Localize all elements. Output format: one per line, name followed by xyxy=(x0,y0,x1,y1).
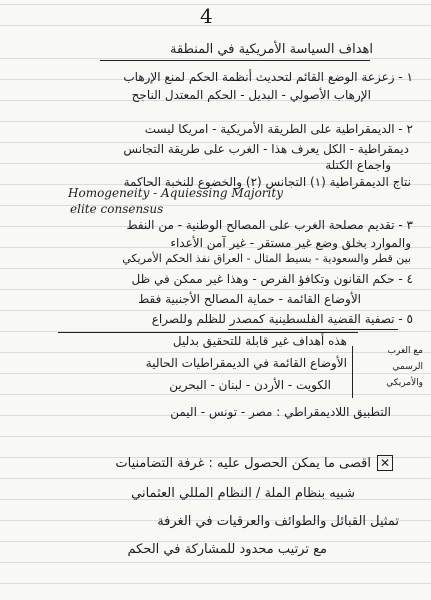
title-underline xyxy=(100,60,370,61)
item-2-latin-1: Homogeneity - Aquiessing Majority xyxy=(68,186,283,200)
item-2-line-2: ديمقراطية - الكل يعرف هذا - الغرب على طريقة التجانس xyxy=(123,142,409,156)
note-line-2: شبيه بنظام الملة / النظام المللي العثماني xyxy=(131,486,355,501)
note-line-3: تمثيل القبائل والطوائف والعرقيات في الغرفة xyxy=(157,514,399,529)
example-line-3: التطبيق اللاديمقراطي : مصر - تونس - اليمن xyxy=(170,405,391,419)
page-number: 4 xyxy=(200,4,213,28)
checkbox-x-icon: ✕ xyxy=(377,455,393,471)
conclusion-line: هذه أهداف غير قابلة للتحقيق بدليل xyxy=(172,334,347,348)
item-2-line-4: نتاج الديمقراطية (١) التجانس (٢) والخضوع للنخبة الحاكمة xyxy=(123,175,411,189)
note-line-4: مع ترتيب محدود للمشاركة في الحكم xyxy=(127,542,327,557)
item-2-latin-2: elite consensus xyxy=(70,202,164,216)
example-line-2: الكويت - الأردن - لبنان - البحرين xyxy=(169,378,331,392)
example-line-1: الأوضاع القائمة في الديمقراطيات الحالية xyxy=(145,356,347,370)
item-2-line-1: ٢ - الديمقراطية على الطريقة الأمريكية - امريكا ليست xyxy=(144,122,413,136)
item-3-line-2: والموارد بخلق وضع غير مستقر - غير آمن الأعداء xyxy=(170,236,411,250)
side-note-3: والأمريكي xyxy=(386,378,423,388)
item-3-line-3: بين قطر والسعودية - بسيط المثال - العراق نفذ الحكم الأمريكي xyxy=(122,252,411,265)
item-4-line-1: ٤ - حكم القانون وتكافؤ الفرص - وهذا غير ممكن في ظل xyxy=(131,272,413,286)
item-1-line-2: الإرهاب الأصولي - البديل - الحكم المعتدل الناجح xyxy=(131,88,371,102)
item-2-line-3: واجماع الكتلة xyxy=(325,158,391,172)
item-4-line-2: الأوضاع القائمة - حماية المصالح الأجنبية فقط xyxy=(138,292,361,306)
item-5-line-1: ٥ - تصفية القضية الفلسطينية كمصدر للظلم وللصراع xyxy=(151,312,413,326)
note-line-1: اقصى ما يمكن الحصول عليه : غرفة التضامنيات xyxy=(115,456,371,471)
side-bracket xyxy=(352,346,353,398)
item-1-line-1: ١ - زعزعة الوضع القائم لتحديث أنظمة الحكم لمنع الإرهاب xyxy=(123,70,413,84)
conclusion-overline xyxy=(58,332,358,333)
page-title: اهداف السياسة الأمريكية في المنطقة xyxy=(170,42,373,57)
item-5-underline xyxy=(228,329,398,330)
side-note-2: الرسمي xyxy=(392,362,423,372)
side-note-1: مع الغرب xyxy=(387,346,423,356)
item-3-line-1: ٣ - تقديم مصلحة الغرب على المصالح الوطنية - من النفط xyxy=(126,218,413,232)
